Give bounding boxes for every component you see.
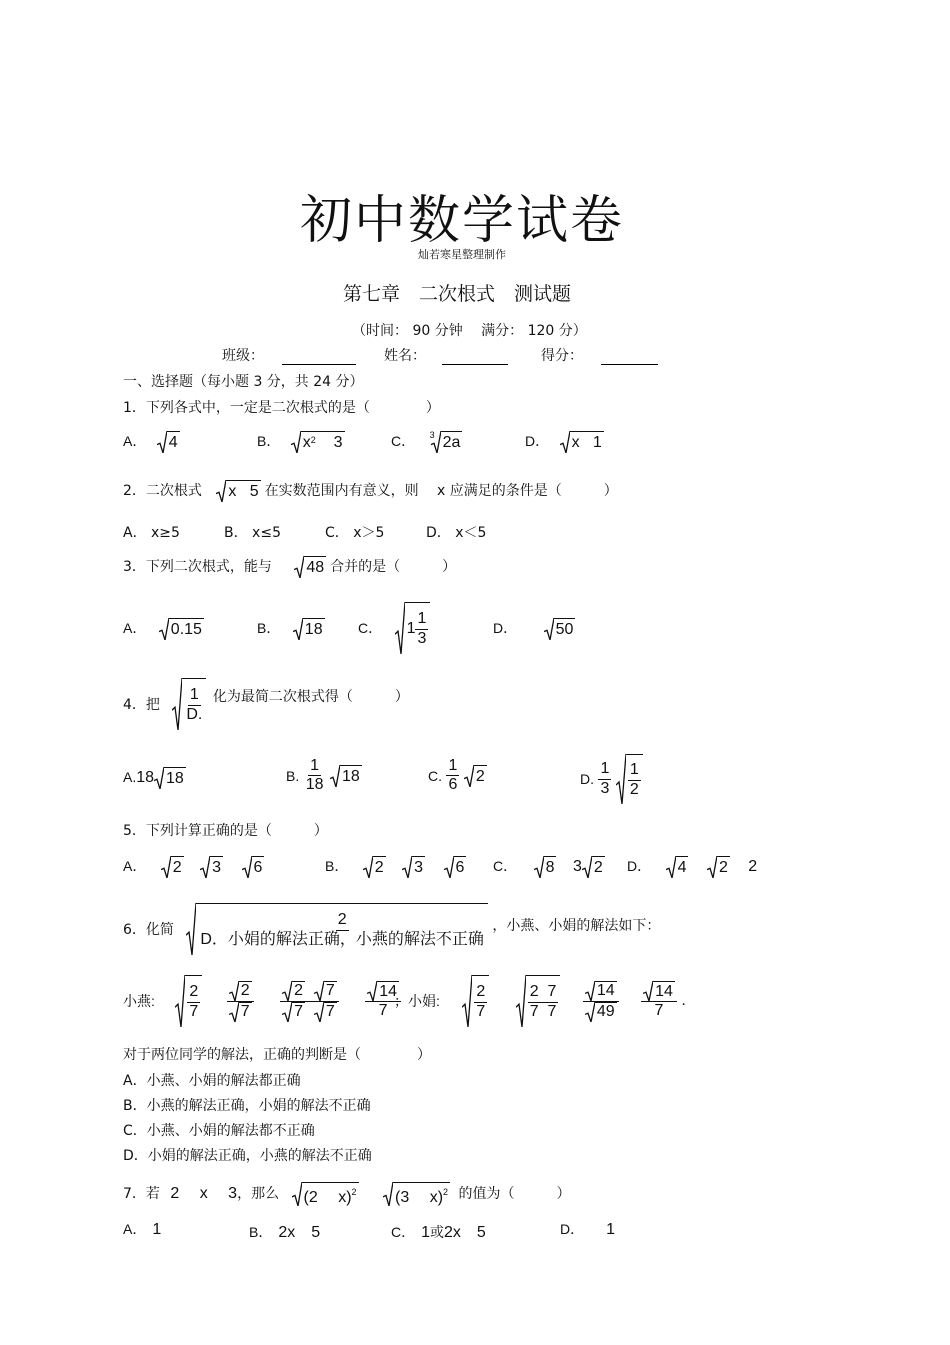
q5-option-c: C． 8 3 2 (493, 856, 605, 878)
name-label: 姓名： (384, 348, 426, 364)
q7-option-a: A． 1 (123, 1221, 162, 1238)
q1-option-c: C． $^3$ 2a (391, 430, 461, 451)
q4-option-d: D. $\frac{1}{3}$ $\frac{1}{2}$ (580, 754, 643, 804)
sqrt: 1 $\frac{1}{3}$ (395, 602, 431, 654)
sqrt: 2 (464, 765, 487, 787)
q2-option-d: D． x＜5 (426, 525, 487, 541)
question-2-stem: 2．二次根式 x 5 在实数范围内有意义，则 x 应满足的条件是（ ） (123, 480, 618, 502)
q2-option-c: C． x＞5 (325, 525, 385, 541)
q7-option-d: D． 1 (560, 1221, 616, 1238)
sqrt: 48 (294, 556, 326, 578)
sqrt: x 5 (216, 480, 260, 502)
sqrt: 2 (707, 856, 730, 878)
sqrt: x 1 (560, 431, 604, 453)
sqrt: 8 (534, 856, 557, 878)
sqrt: $\frac{2}{7}$ (175, 975, 202, 1027)
q1-option-a: A． 4 (123, 431, 180, 453)
sqrt: (3 x) $^2$ (383, 1182, 450, 1206)
score-label: 得分： (541, 348, 583, 364)
sqrt: 18 (293, 618, 325, 640)
exam-info: （时间： 90 分钟 满分： 120 分） (352, 323, 587, 339)
q1-option-d: D． x 1 (525, 431, 604, 453)
sqrt: 2 (582, 856, 605, 878)
score-field (541, 345, 658, 365)
name-blank[interactable] (442, 350, 508, 365)
q7-option-b: B． 2x 5 (249, 1224, 321, 1241)
sqrt: 18 (330, 765, 362, 787)
q6-option-a: A．小燕、小娟的解法都正确 (123, 1073, 301, 1089)
sqrt: 4 (666, 856, 689, 878)
q5-option-b: B． 2 3 6 (325, 856, 466, 878)
class-field (222, 345, 356, 365)
q2-option-a: A． x≥5 (123, 525, 180, 541)
sqrt: 4 (157, 431, 180, 453)
sqrt: 2 (161, 856, 184, 878)
q4-option-c: C. $\frac{1}{6}$ 2 (428, 757, 485, 794)
question-6-stem: 6．化简 $\frac{2}{\text{D．小娟的解法正确，小燕的解法不正确}}$ ，小燕、小娟的解法如下： (123, 903, 660, 955)
q7-option-c: C． 1或2x 5 (391, 1224, 486, 1241)
cube-root: 2a (431, 431, 463, 453)
q6-yan-solution: 小燕: $\frac{2}{7}$ $\frac{2}{7}$ 2 7 7 7 $\frac{14}{7}$ (123, 975, 401, 1027)
q6-option-c: C．小燕、小娟的解法都不正确 (123, 1123, 315, 1139)
q3-option-d: D． 50 (493, 618, 575, 640)
sqrt: $\frac{1}{2}$ (616, 754, 643, 804)
q5-option-d: D． 4 2 2 (627, 856, 757, 878)
q3-option-a: A． 0.15 (123, 618, 204, 640)
chapter-title: 第七章 二次根式 测试题 (343, 283, 572, 305)
q2-option-b: B． x≤5 (224, 525, 281, 541)
sqrt: 6 (242, 856, 265, 878)
sqrt: $\frac{2}{7}$ (462, 975, 489, 1027)
name-field (384, 345, 508, 365)
question-6-judgement: 对于两位同学的解法，正确的判断是（ ） (123, 1047, 431, 1063)
q6-option-b: B．小燕的解法正确，小娟的解法不正确 (123, 1098, 371, 1114)
section-heading: 一、选择题（每小题 3 分，共 24 分） (123, 374, 364, 390)
question-7-stem: 7．若 2 x 3，那么 (2 x) $^2$ (3 x) $^2$ 的值为（ ） (123, 1180, 571, 1206)
class-blank[interactable] (282, 350, 356, 365)
sqrt: 50 (544, 618, 576, 640)
q6-option-d: D．小娟的解法正确，小燕的解法不正确 (123, 1148, 372, 1164)
question-3-stem: 3．下列二次根式，能与 48 合并的是（ ） (123, 556, 456, 578)
class-label: 班级： (222, 348, 264, 364)
sqrt: 0.15 (159, 618, 204, 640)
sqrt: $\frac{2 7}{7 7}$ (516, 975, 561, 1027)
q1-option-b: B． x $^2$ 3 (257, 431, 345, 453)
q4-option-a: A.18 18 (123, 767, 186, 789)
sqrt: 18 (154, 767, 186, 789)
page-subtitle: 灿若寒星整理制作 (418, 248, 506, 261)
q6-juan-solution: ；小娟: $\frac{2}{7}$ $\frac{2 7}{7 7}$ $\frac{14}{49}$ $\frac{14}{7}$ . (394, 975, 686, 1027)
q3-option-c: C． 1 $\frac{1}{3}$ (358, 602, 430, 654)
question-5-stem: 5．下列计算正确的是（ ） (123, 823, 328, 839)
sqrt: 2 (363, 856, 386, 878)
q5-option-a: A． 2 3 6 (123, 856, 264, 878)
score-blank[interactable] (601, 350, 658, 365)
q3-option-b: B． 18 (257, 618, 325, 640)
page-title: 初中数学试卷 (300, 191, 625, 251)
question-4-stem: 4．把 $\frac{1}{D.}$ 化为最简二次根式得（ ） (123, 678, 409, 730)
q4-option-b: B. $\frac{1}{18}$ 18 (286, 757, 360, 794)
sqrt: $\frac{1}{D.}$ (172, 678, 206, 730)
sqrt: 3 (402, 856, 425, 878)
sqrt: 3 (200, 856, 223, 878)
sqrt: 6 (444, 856, 467, 878)
sqrt: (2 x) $^2$ (292, 1182, 359, 1206)
question-1-stem: 1．下列各式中，一定是二次根式的是（ ） (123, 400, 440, 416)
sqrt: $\frac{2}{\text{D．小娟的解法正确，小燕的解法不正确}}$ (186, 903, 488, 955)
sqrt: x $^2$ 3 (291, 431, 345, 453)
